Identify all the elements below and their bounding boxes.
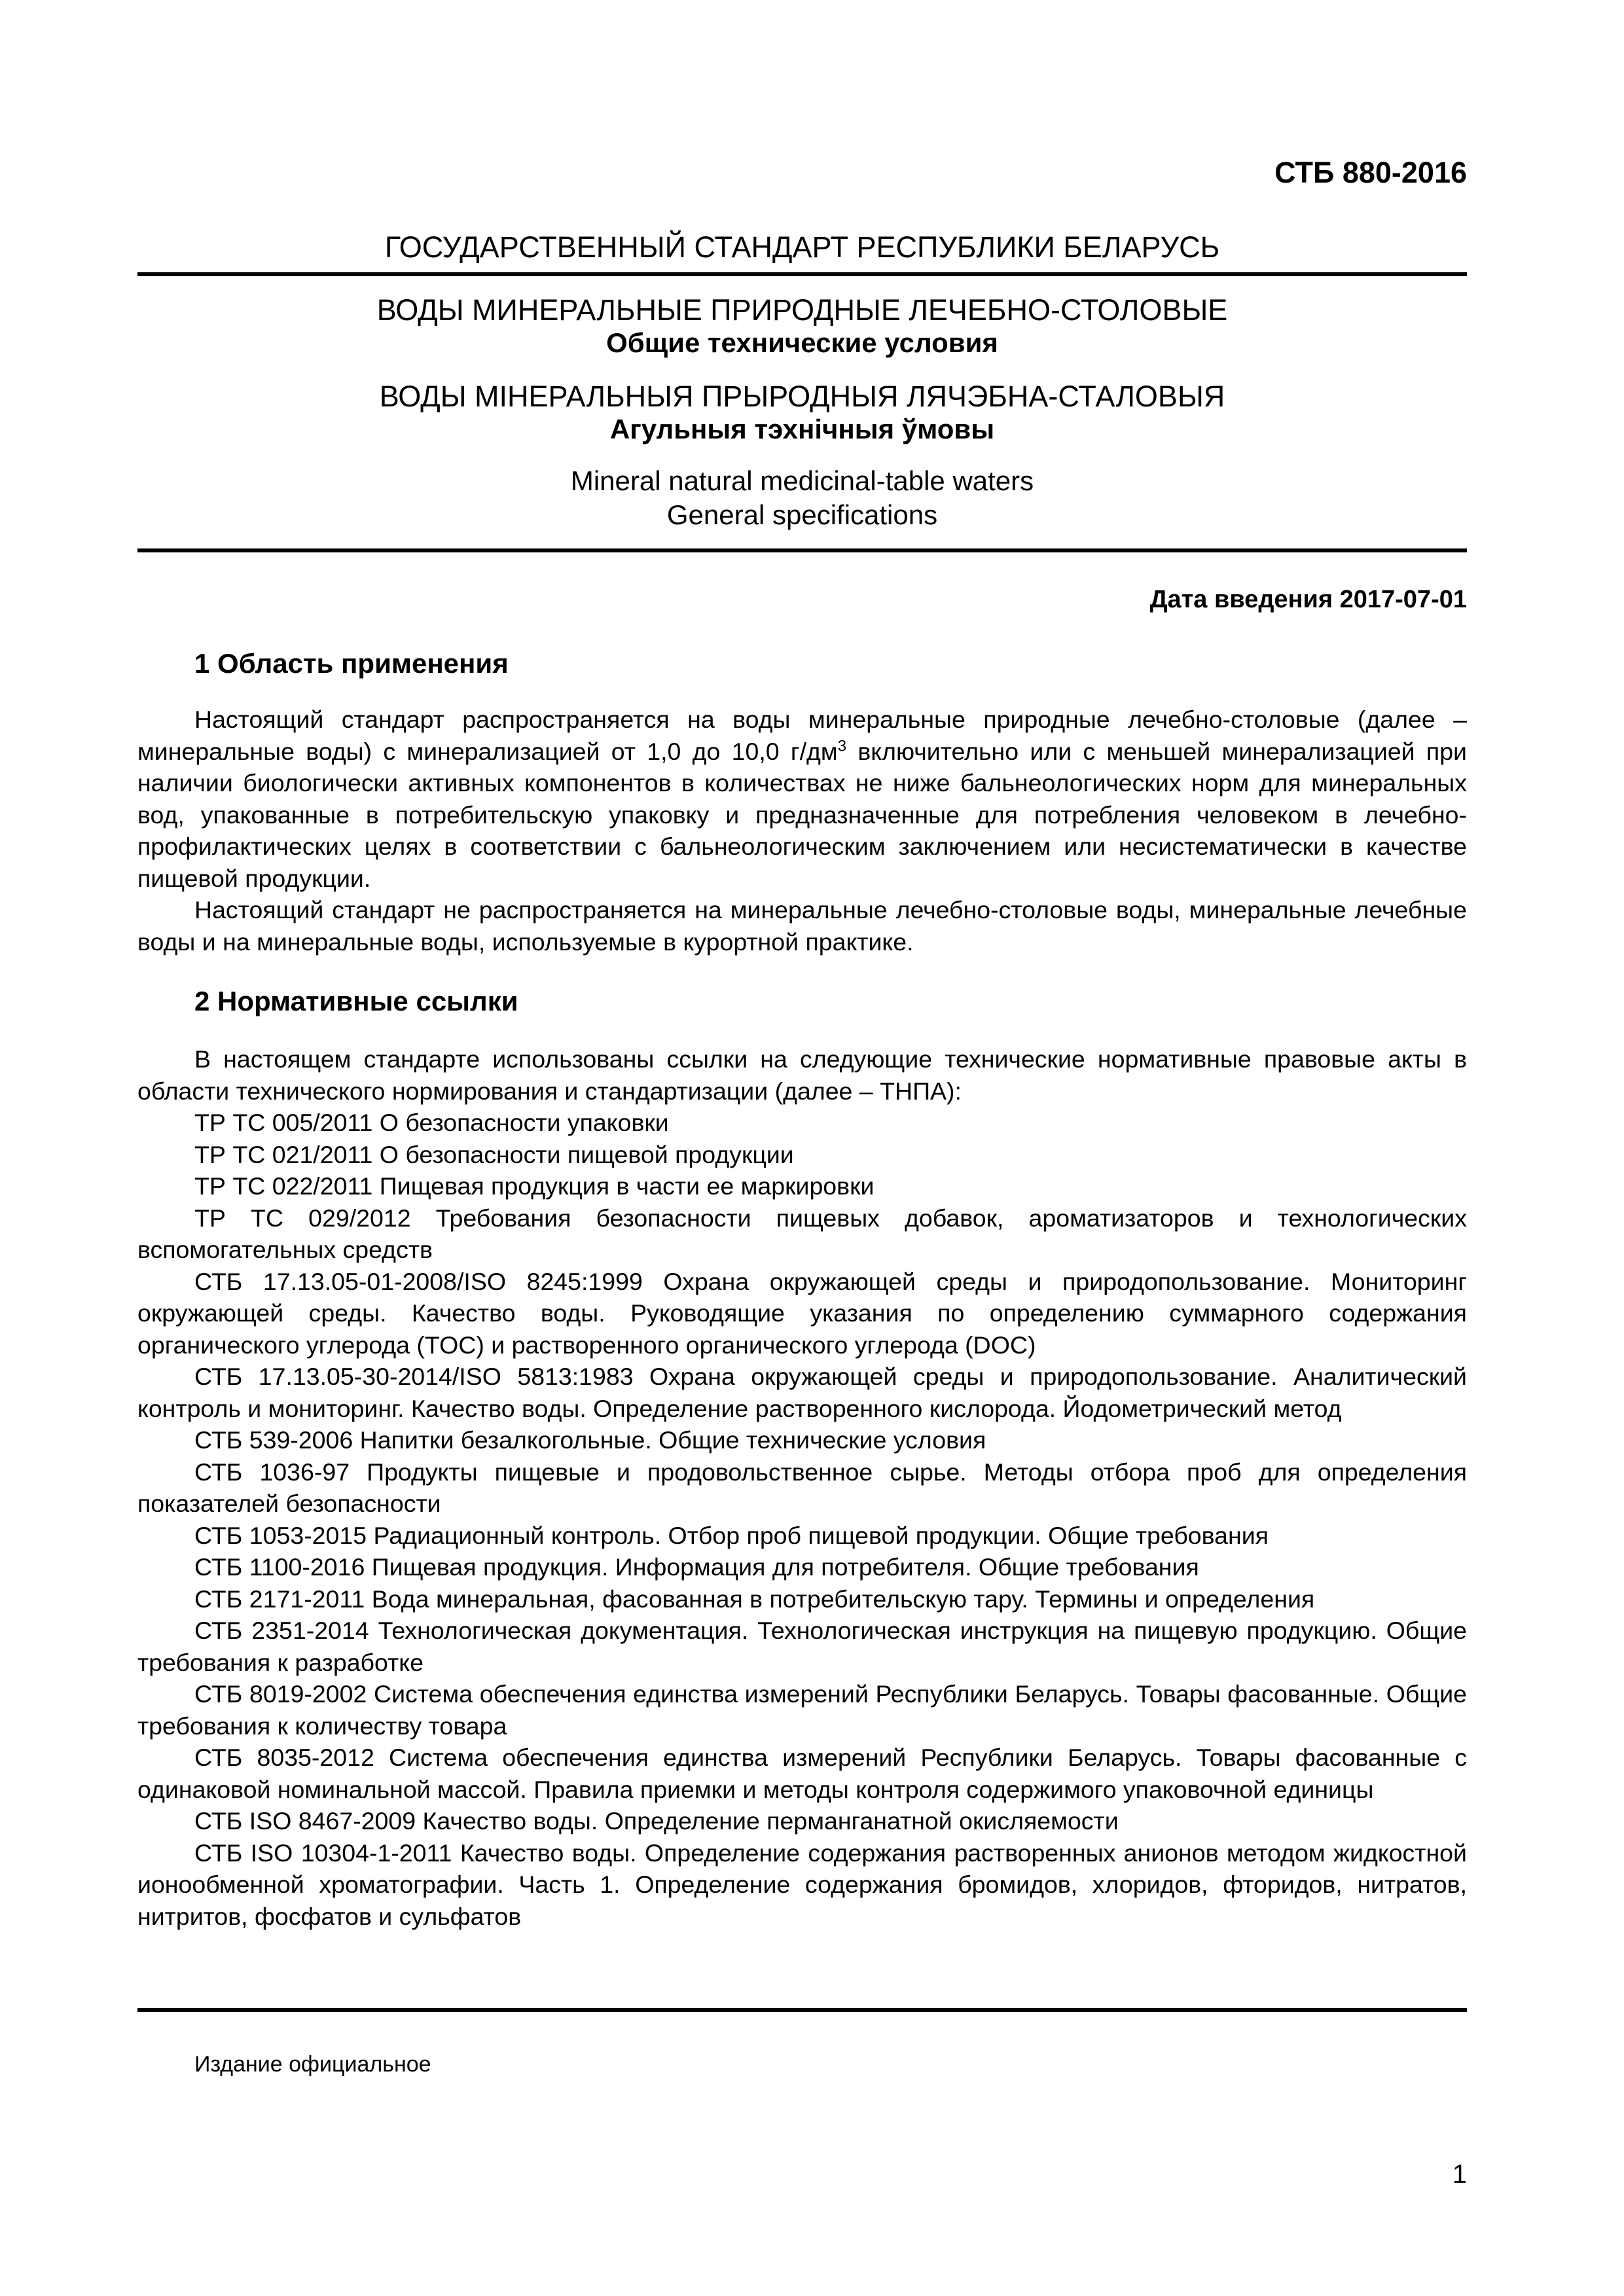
references-intro: В настоящем стандарте использованы ссылки на следующие технические нормативные правовые акты в области технического нормирования и стандартизации (далее – ТНПА):	[137, 1045, 1467, 1105]
section-1-body	[137, 704, 1467, 958]
reference-item: СТБ 8019-2002 Система обеспечения единства измерений Республики Беларусь. Товары фасованные. Общие требования к количеству товара	[137, 1680, 1467, 1740]
normative-references-list	[137, 1043, 1467, 1932]
state-standard-title: ГОСУДАРСТВЕННЫЙ СТАНДАРТ РЕСПУБЛИКИ БЕЛАРУСЬ	[384, 230, 1220, 264]
section-1-heading: 1 Область применения	[194, 648, 509, 679]
reference-item: СТБ 8035-2012 Система обеспечения единства измерений Республики Беларусь. Товары фасованные с одинаковой номинальной массой. Правила приемки и методы контроля содержимого упаковочной единицы	[137, 1744, 1467, 1803]
title-russian: ВОДЫ МИНЕРАЛЬНЫЕ ПРИРОДНЫЕ ЛЕЧЕБНО-СТОЛОВЫЕ	[376, 293, 1228, 327]
title-english: Mineral natural medicinal-table waters	[570, 465, 1034, 496]
section-1-paragraph: Настоящий стандарт распространяется на воды минеральные природные лечебно-столовые (далее – минеральные воды) с минерализацией от 1,0 до 10,0 $г/дм^3$ включительно или с меньшей минерализацией при наличии биологически активных компонентов в количествах не ниже бальнеологических норм для минеральных вод, упакованные в потребительскую упаковку и предназначенные для потребления человеком в лечебно-профилактических целях в соответствии с бальнеологическим заключением или несистематически в качестве пищевой продукции.	[137, 706, 1468, 892]
subtitle-russian: Общие технические условия	[606, 327, 998, 358]
reference-item: СТБ 1053-2015 Радиационный контроль. Отбор проб пищевой продукции. Общие требования	[194, 1521, 1269, 1549]
official-edition-note: Издание официальное	[194, 2052, 431, 2077]
reference-item: СТБ 1100-2016 Пищевая продукция. Информация для потребителя. Общие требования	[194, 1553, 1199, 1581]
section-2-heading: 2 Нормативные ссылки	[194, 986, 518, 1016]
reference-item: ТР ТС 005/2011 О безопасности упаковки	[194, 1109, 669, 1136]
page-number: 1	[1452, 2160, 1467, 2189]
reference-item: СТБ 1036-97 Продукты пищевые и продовольственное сырье. Методы отбора проб для определения показателей безопасности	[137, 1458, 1467, 1517]
title-belarusian: ВОДЫ МІНЕРАЛЬНЫЯ ПРЫРОДНЫЯ ЛЯЧЭБНА-СТАЛОВЫЯ	[379, 380, 1225, 413]
introduction-date: Дата введения 2017-07-01	[1149, 586, 1467, 613]
reference-item: ТР ТС 021/2011 О безопасности пищевой продукции	[194, 1140, 794, 1168]
reference-item: СТБ 2171-2011 Вода минеральная, фасованная в потребительскую тару. Термины и определения	[194, 1585, 1315, 1613]
standard-code: СТБ 880-2016	[1274, 156, 1467, 189]
reference-item: ТР ТС 022/2011 Пищевая продукция в части ее маркировки	[194, 1172, 875, 1200]
subtitle-english: General specifications	[666, 499, 938, 530]
title-block-divider	[137, 548, 1467, 552]
reference-item: СТБ ISO 8467-2009 Качество воды. Определение перманганатной окисляемости	[194, 1807, 1119, 1835]
reference-item: СТБ 2351-2014 Технологическая документация. Технологическая инструкция на пищевую продукцию. Общие требования к разработке	[137, 1617, 1467, 1676]
reference-item: СТБ 17.13.05-30-2014/ISO 5813:1983 Охрана окружающей среды и природопользование. Аналитический контроль и мониторинг. Качество воды. Определение растворенного кислорода. Йодометрический метод	[137, 1363, 1467, 1422]
reference-item: СТБ ISO 10304-1-2011 Качество воды. Определение содержания растворенных анионов методом жидкостной ионообменной хроматографии. Часть 1. Определение содержания бромидов, хлоридов, фторидов, нитратов, нитритов, фосфатов и сульфатов	[137, 1839, 1467, 1930]
section-1-paragraph: Настоящий стандарт не распространяется на минеральные лечебно-столовые воды, минеральные лечебные воды и на минеральные воды, используемые в курортной практике.	[137, 896, 1467, 956]
reference-item: СТБ 539-2006 Напитки безалкогольные. Общие технические условия	[194, 1426, 986, 1454]
reference-item: ТР ТС 029/2012 Требования безопасности пищевых добавок, ароматизаторов и технологических вспомогательных средств	[137, 1204, 1467, 1263]
footer-divider	[137, 2008, 1467, 2012]
top-divider	[137, 272, 1467, 276]
subtitle-belarusian: Агульныя тэхнічныя ўмовы	[609, 414, 995, 444]
reference-item: СТБ 17.13.05-01-2008/ISO 8245:1999 Охрана окружающей среды и природопользование. Мониторинг окружающей среды. Качество воды. Руководящие указания по определению суммарного содержания органического углерода (TOC) и растворенного органического углерода (DOC)	[137, 1267, 1467, 1359]
